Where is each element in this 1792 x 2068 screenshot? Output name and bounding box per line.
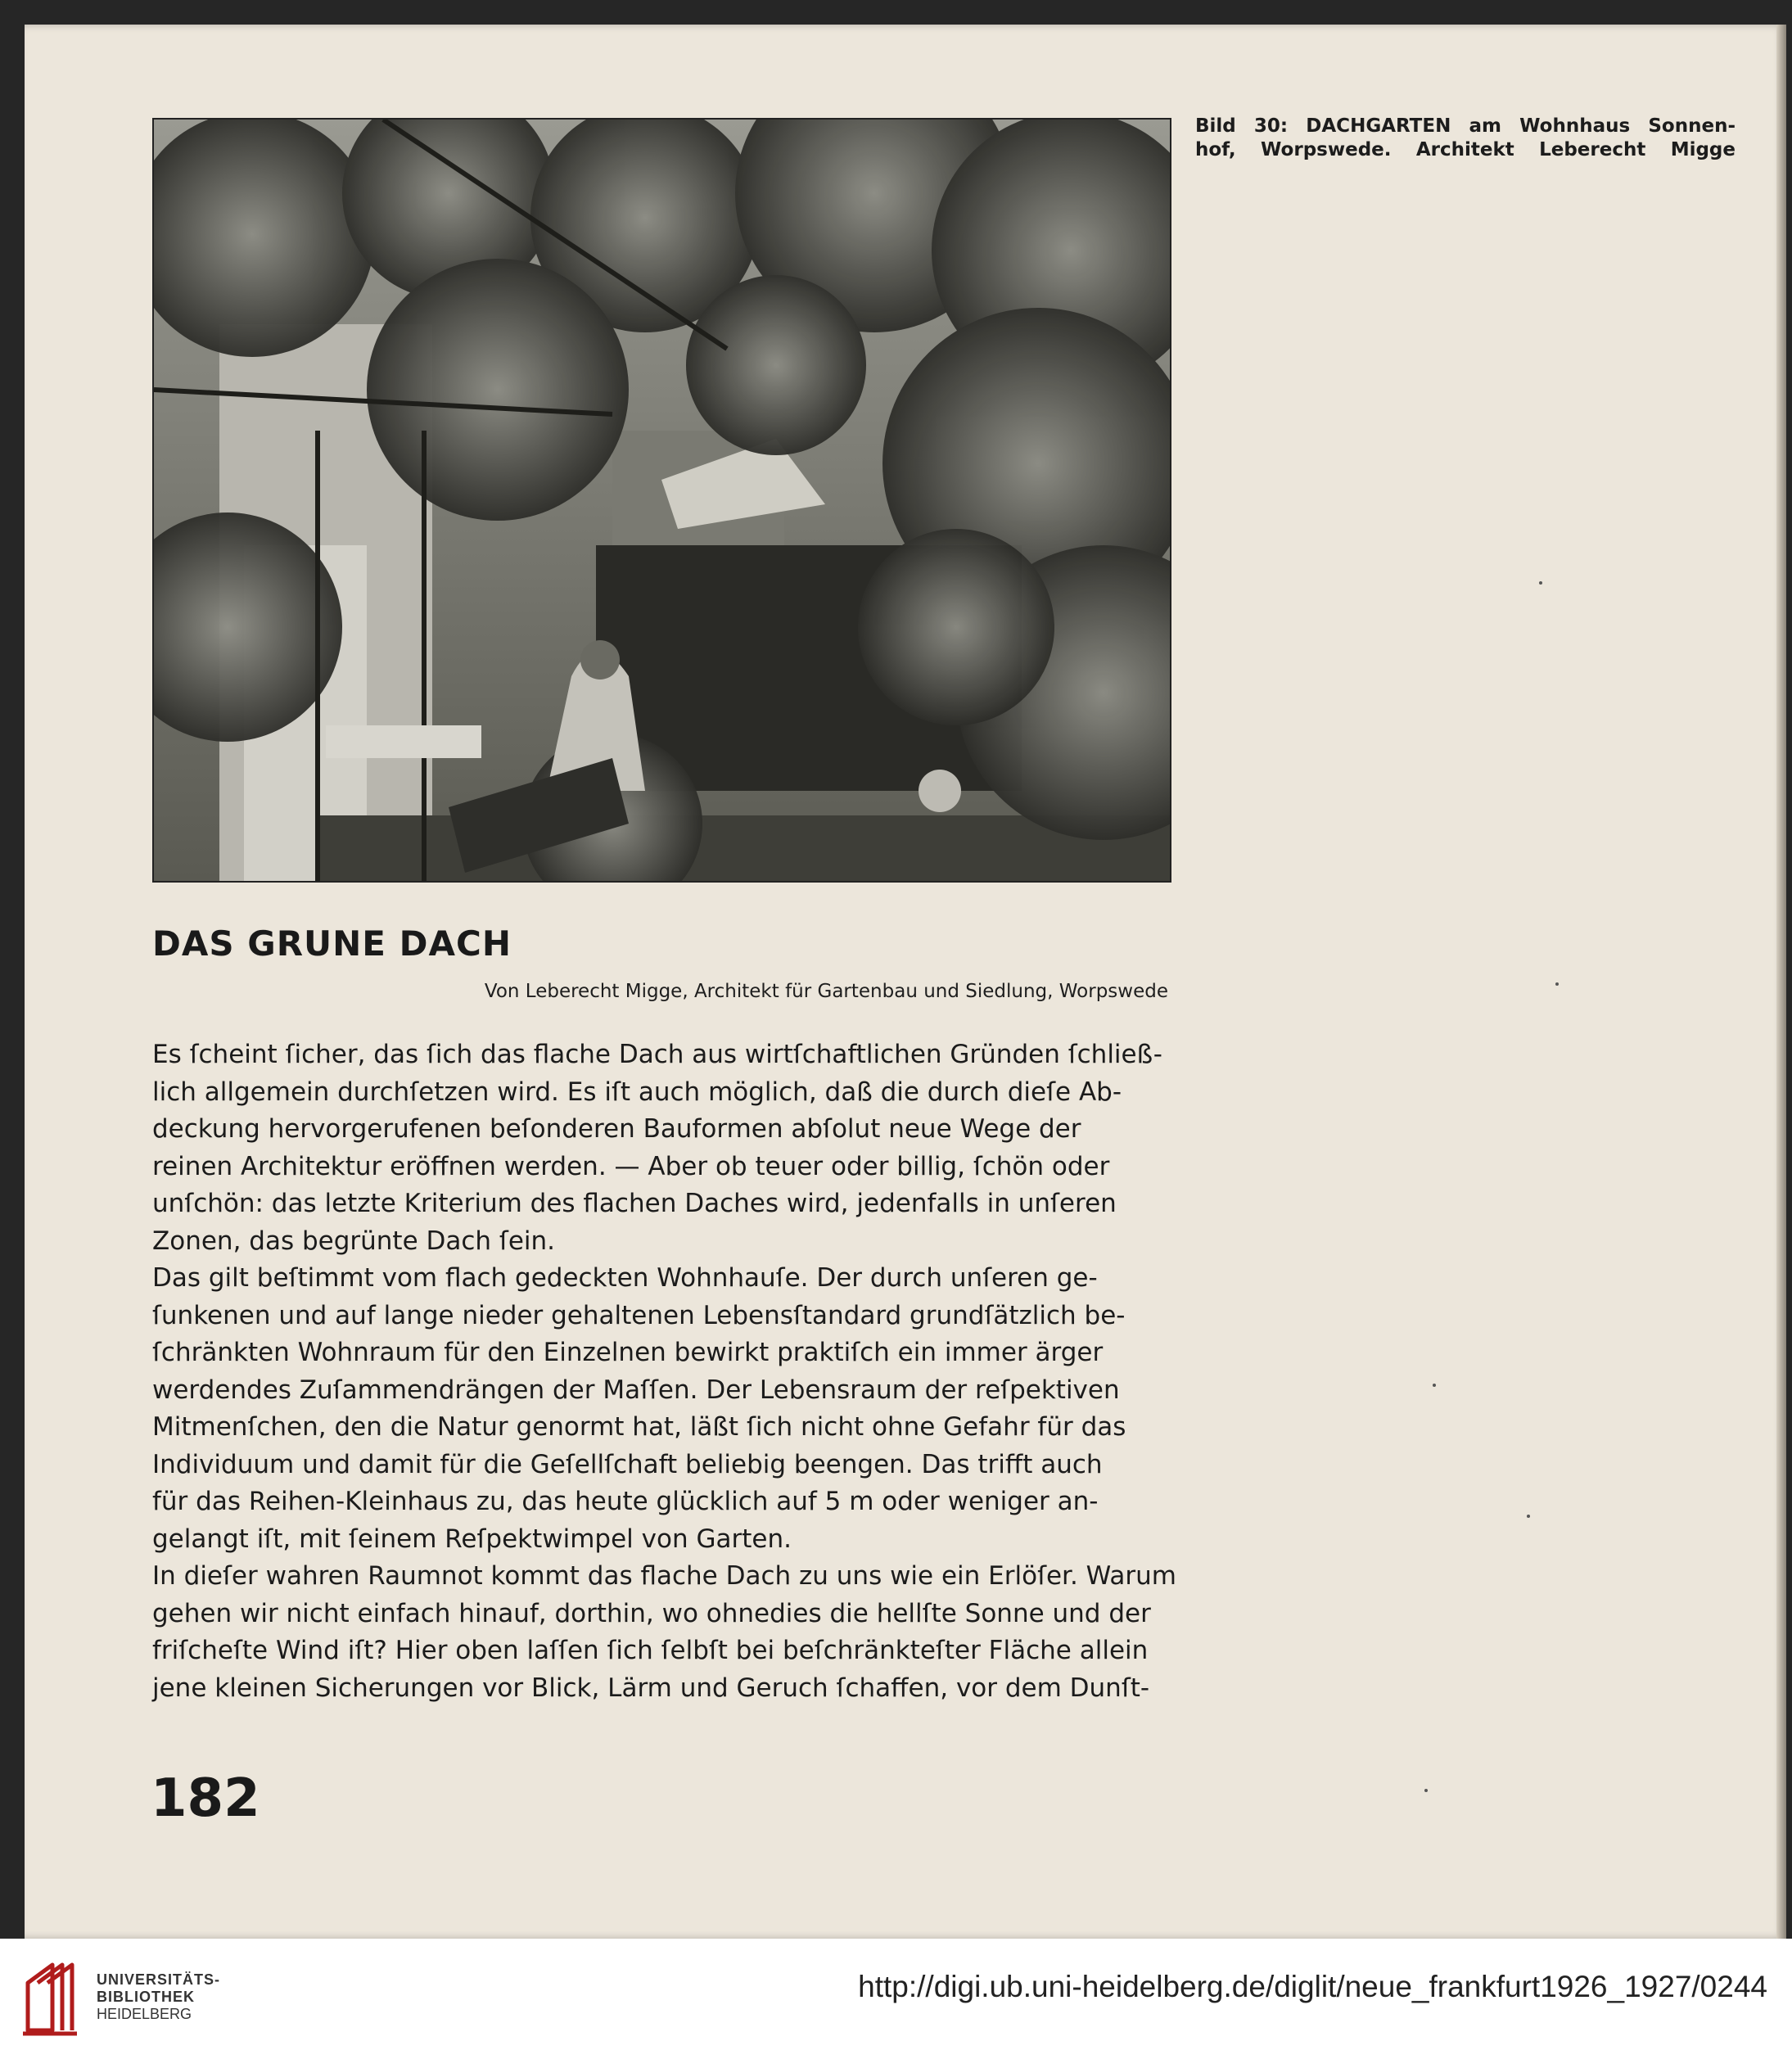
body-line: gelangt iſt, mit ſeinem Reſpektwimpel von Garten. (152, 1524, 792, 1554)
library-name (97, 1971, 220, 2023)
library-name-line: HEIDELBERG (97, 2006, 192, 2022)
body-line: gehen wir nicht einfach hinauf, dorthin, wo ohnedies die hellſte Sonne und der (152, 1598, 1151, 1628)
body-line: lich allgemein durchſetzen wird. Es iſt auch möglich, daß die durch dieſe Ab- (152, 1077, 1122, 1107)
body-line: jene kleinen Sicherungen vor Blick, Lärm und Geruch ſchaffen, vor dem Dunſt- (152, 1673, 1150, 1703)
body-line: Zonen, das begrünte Dach ſein. (152, 1226, 556, 1256)
body-line: deckung hervorgerufenen beſonderen Bauformen abſolut neue Wege der (152, 1114, 1081, 1144)
source-url-link[interactable]: http://digi.ub.uni-heidelberg.de/diglit/neue_frankfurt1926_1927/0244 (858, 1970, 1767, 2003)
caption-line: hof, Worpswede. Architekt Leberecht Migge (1195, 139, 1736, 160)
body-line: Es ſcheint ſicher, das ſich das flache Dach aus wirtſchaftlichen Gründen ſchließ- (152, 1040, 1162, 1069)
body-line: Individuum und damit für die Geſellſchaft beliebig beengen. Das trifft auch (152, 1449, 1103, 1479)
body-line: reinen Architektur eröffnen werden. — Aber ob teuer oder billig, ſchön oder (152, 1151, 1110, 1181)
page-edge-shadow (1776, 25, 1786, 1939)
page-number: 182 (151, 1768, 260, 1829)
paper-speck (1555, 982, 1559, 986)
digitization-footer (0, 1939, 1792, 2068)
paper-speck (1527, 1515, 1530, 1518)
body-line: Mitmenſchen, den die Natur genormt hat, läßt ſich nicht ohne Gefahr für das (152, 1412, 1126, 1442)
body-line: für das Reihen-Kleinhaus zu, das heute glücklich auf 5 m oder weniger an- (152, 1487, 1099, 1516)
paper-speck (1424, 1789, 1428, 1792)
body-line: unſchön: das letzte Kriterium des flachen Daches wird, jedenfalls in unſeren (152, 1189, 1117, 1218)
body-line: Das gilt beſtimmt vom flach gedeckten Wohnhauſe. Der durch unſeren ge- (152, 1263, 1098, 1293)
figure-caption (1195, 115, 1736, 162)
library-name-line: BIBLIOTHEK (97, 1989, 195, 2005)
body-line: ſchränkten Wohnraum für den Einzelnen bewirkt praktiſch ein immer ärger (152, 1338, 1104, 1367)
article-title: DAS GRUNE DACH (152, 923, 512, 964)
article-byline: Von Leberecht Migge, Architekt für Gartenbau und Siedlung, Worpswede (484, 981, 1168, 1002)
caption-line: Bild 30: DACHGARTEN am Wohnhaus Sonnen- (1195, 115, 1736, 137)
article-body (152, 1036, 1200, 1707)
body-line: werdendes Zuſammendrängen der Maſſen. Der Lebensraum der reſpektiven (152, 1375, 1120, 1405)
body-line: friſcheſte Wind iſt? Hier oben laſſen ſich ſelbſt bei beſchränkteſter Fläche allein (152, 1636, 1149, 1665)
rooftop-garden-image (154, 120, 1170, 881)
garden-photograph (152, 118, 1171, 883)
body-line: ſunkenen und auf lange nieder gehaltenen Lebensſtandard grundſätzlich be- (152, 1300, 1126, 1330)
university-library-logo-icon (20, 1958, 85, 2037)
paper-speck (1433, 1384, 1436, 1387)
library-name-line: UNIVERSITÄTS- (97, 1971, 221, 1988)
body-line: In dieſer wahren Raumnot kommt das flache Dach zu uns wie ein Erlöſer. Warum (152, 1561, 1176, 1591)
paper-speck (1539, 581, 1542, 585)
